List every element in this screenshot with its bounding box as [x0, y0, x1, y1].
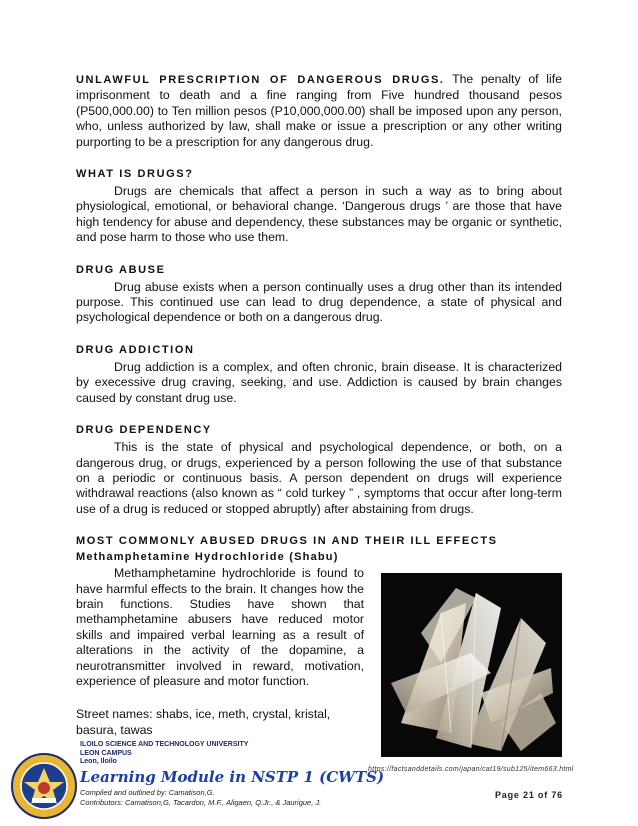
section-text: Drugs are chemicals that affect a person in such a way as to bring about physiological, emotional, or behavioral change. ‘Dangerous drugs ’ are those that have high tendency for abuse and dependency, these substances may be organic or synthetic, and pose harm to those who use them. — [76, 184, 562, 245]
section-drug-abuse — [76, 264, 562, 326]
section-drug-addiction — [76, 344, 562, 406]
section-what-is-drugs — [76, 168, 562, 246]
effects-sub-heading: Methamphetamine Hydrochloride (Shabu) — [76, 551, 339, 564]
intro-paragraph — [76, 72, 562, 150]
page-number: Page 21 of 76 — [495, 790, 563, 800]
section-heading: DRUG ADDICTION — [76, 343, 195, 356]
campus-name: LEON CAMPUS — [80, 749, 132, 757]
section-text: Drug abuse exists when a person continually uses a drug other than its intended purpose. This continued use can lead to drug dependence, a state of physical and psychological dependence or both on a dangerous drug. — [76, 279, 562, 325]
university-name: ILOILO SCIENCE AND TECHNOLOGY UNIVERSITY — [80, 741, 249, 748]
contributors: Contributors: Camatison,G, Tacardon, M.F., Aligaen, Q.Jr., & Jaurigue, J. — [80, 798, 322, 807]
image-source-url[interactable]: https://factsanddetails.com/japan/cat19/sub125/item663.html — [368, 766, 574, 773]
section-heading: DRUG DEPENDENCY — [76, 424, 212, 437]
crystal-illustration — [381, 573, 562, 757]
page-footer — [0, 736, 638, 826]
meth-description: Methamphetamine hydrochloride is found to have harmful effects to the brain. It changes how the brain functions. Studies have shown that methamphetamine abusers have reduced motor skills and impaired verbal learning as a result of alterations in the activity of the dopamine, a neurotransmitter involved in reward, motivation, experience of pleasure and motor function. — [76, 566, 364, 688]
intro-text: The penalty of life imprisonment to death and a fine ranging from Five hundred thousand pesos (P500,000.00) to Ten million pesos (P10,000,000.00) shall be imposed upon any person, who, unless authorized by law, shall make or issue a prescription or any other writing purporting to be a prescription for any dangerous drug. — [76, 72, 563, 149]
section-text: Drug addiction is a complex, and often chronic, brain disease. It is characterized by execessive drug craving, seeking, and use. Addiction is caused by brain changes caused by constant drug use. — [76, 359, 562, 405]
meth-crystal-image — [381, 573, 562, 757]
campus-location: Leon, Iloilo — [80, 758, 117, 766]
compiled-by: Compiled and outlined by: Camatison,G. — [80, 788, 215, 797]
intro-heading: UNLAWFUL PRESCRIPTION OF DANGEROUS DRUGS. — [76, 74, 445, 86]
seal-icon — [10, 752, 78, 820]
university-block — [80, 741, 248, 767]
meth-text-column — [76, 566, 364, 738]
credits-block — [80, 788, 321, 808]
section-text: This is the state of physical and psychological dependence, or both, on a dangerous drug, or drugs, experienced by a person following the use of that substance on a periodic or continuous basis. A person dependent on drugs will experience withdrawal reactions (also known as “ cold turkey ” , symptoms that occur after long-term use of a drug is reduced or stopped abruptly) after abstaining from drugs. — [76, 440, 562, 516]
section-drug-dependency — [76, 424, 562, 517]
module-title: Learning Module in NSTP 1 (CWTS) — [80, 768, 385, 786]
section-heading: WHAT IS DRUGS? — [76, 168, 194, 181]
street-names: Street names: shabs, ice, meth, crystal, kristal, basura, tawas — [76, 707, 331, 737]
effects-heading: MOST COMMONLY ABUSED DRUGS IN AND THEIR ILL EFFECTS — [76, 535, 498, 548]
university-seal-logo — [10, 752, 78, 820]
section-heading: DRUG ABUSE — [76, 263, 166, 276]
